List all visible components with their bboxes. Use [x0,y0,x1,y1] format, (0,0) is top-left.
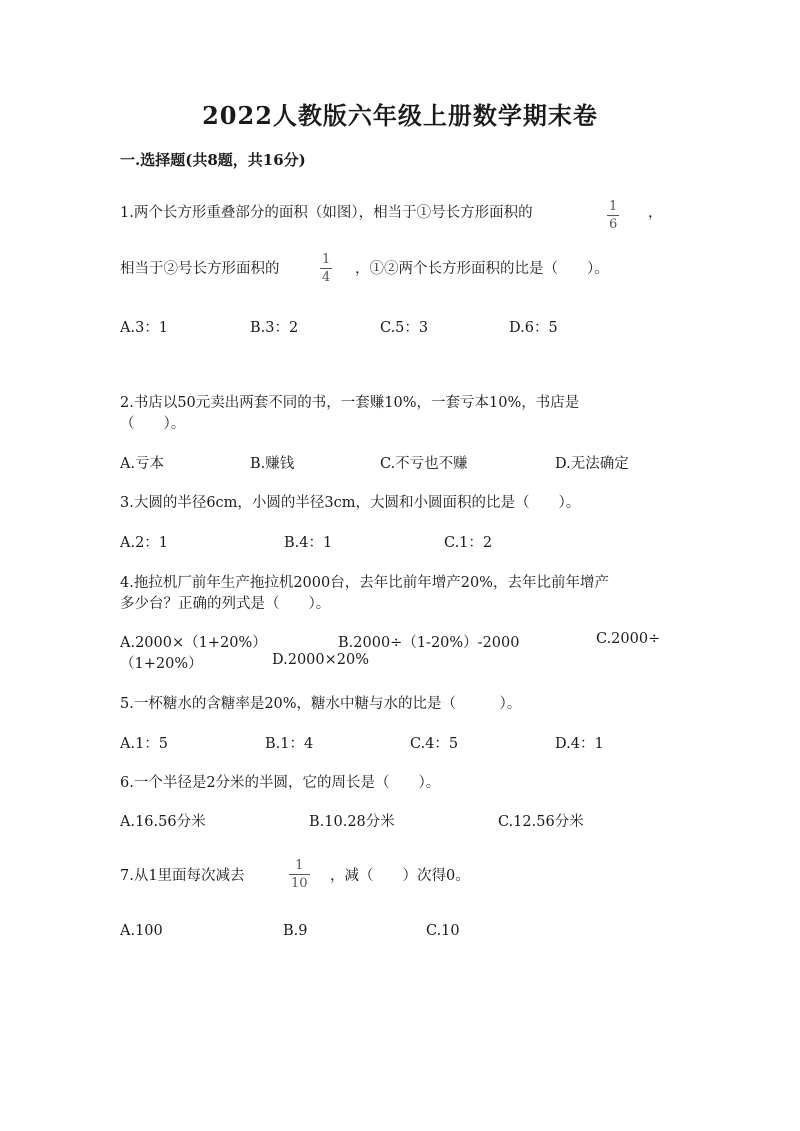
q1-text-part3: 相当于②号长方形面积的 [120,261,280,277]
q6-text: 6.一个半径是2分米的半圆，它的周长是（ ）。 [120,775,441,791]
q2-option-b[interactable]: B.赚钱 [250,456,295,472]
q1-fraction-1-denominator: 6 [609,217,618,232]
q1-fraction-2-denominator: 4 [322,270,331,285]
q6-option-b[interactable]: B.10.28分米 [309,814,395,830]
q2-option-d[interactable]: D.无法确定 [555,456,629,472]
q3-text: 3.大圆的半径6cm，小圆的半径3cm，大圆和小圆面积的比是（ ）。 [120,495,581,511]
q1-option-b[interactable]: B.3：2 [250,320,299,336]
q2-option-a[interactable]: A.亏本 [120,456,165,472]
q2-text-line1: 2.书店以50元卖出两套不同的书，一套赚10%，一套亏本10%，书店是 [120,395,580,411]
q4-text-line2: 多少台？正确的列式是（ ）。 [120,596,331,612]
q2-option-c[interactable]: C.不亏也不赚 [380,456,468,472]
q4-option-d[interactable]: D.2000×20% [272,652,369,668]
fraction-bar [289,874,310,875]
q2-text-line2: （ ）。 [120,416,186,432]
q4-option-c-line2[interactable]: （1+20%） [120,656,203,672]
fraction-bar [607,215,619,216]
q1-text-part1: 1.两个长方形重叠部分的面积（如图），相当于①号长方形面积的 [120,205,533,221]
q1-fraction-2-numerator: 1 [322,252,331,267]
q1-fraction-1-numerator: 1 [609,199,618,214]
q7-text-part2: ，减（ ）次得0。 [330,868,470,884]
q4-option-b[interactable]: B.2000÷（1-20%）-2000 [338,635,520,651]
q5-option-c[interactable]: C.4：5 [410,736,459,752]
page-title: 2022人教版六年级上册数学期末卷 [202,101,598,130]
q1-option-c[interactable]: C.5：3 [380,320,429,336]
q4-text-line1: 4.拖拉机厂前年生产拖拉机2000台，去年比前年增产20%，去年比前年增产 [120,575,609,591]
q7-option-a[interactable]: A.100 [120,923,163,939]
q1-fraction-2 [320,252,332,285]
q1-option-d[interactable]: D.6：5 [509,320,558,336]
q5-text: 5.一杯糖水的含糖率是20%，糖水中糖与水的比是（ ）。 [120,696,522,712]
q7-option-b[interactable]: B.9 [283,923,308,939]
q5-option-b[interactable]: B.1：4 [265,736,314,752]
q4-option-c-line1[interactable]: C.2000÷ [596,631,661,647]
q6-option-c[interactable]: C.12.56分米 [498,814,584,830]
q7-fraction [289,858,310,891]
q3-option-c[interactable]: C.1：2 [444,535,493,551]
q1-option-a[interactable]: A.3：1 [120,320,169,336]
q1-fraction-1 [607,199,619,232]
q1-text-part2: ， [648,205,663,221]
q7-option-c[interactable]: C.10 [426,923,460,939]
q3-option-a[interactable]: A.2：1 [120,535,169,551]
q5-option-a[interactable]: A.1：5 [120,736,169,752]
q4-option-a[interactable]: A.2000×（1+20%） [120,635,267,651]
q7-fraction-denominator: 10 [291,876,308,891]
q7-text-part1: 7.从1里面每次减去 [120,868,245,884]
q1-text-part4: ，①②两个长方形面积的比是（ ）。 [355,261,609,277]
q7-fraction-numerator: 1 [295,858,304,873]
section-heading: 一.选择题(共8题，共16分) [120,151,306,169]
fraction-bar [320,268,332,269]
q3-option-b[interactable]: B.4：1 [284,535,333,551]
q6-option-a[interactable]: A.16.56分米 [120,814,206,830]
q5-option-d[interactable]: D.4：1 [555,736,604,752]
